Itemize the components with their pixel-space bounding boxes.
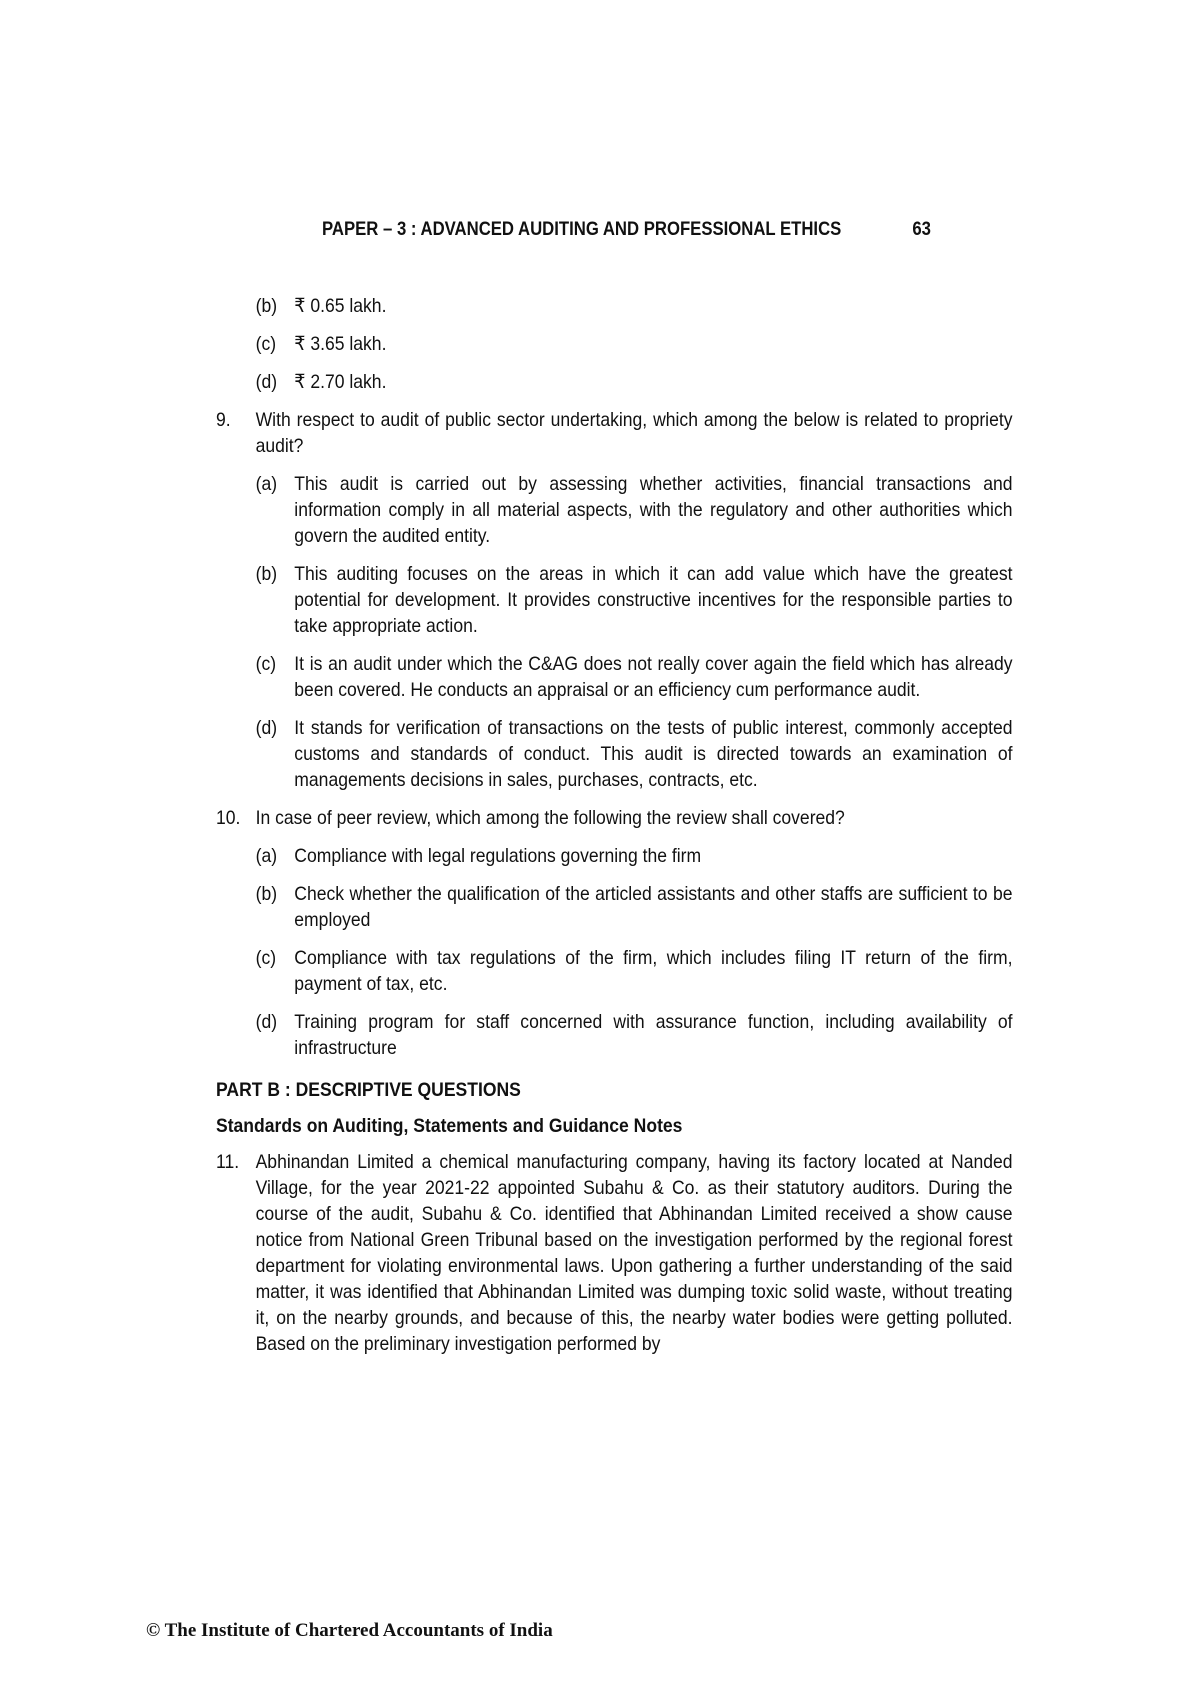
- option-text: This auditing focuses on the areas in which it can add value which have the greatest potential for development. It provides constructive incentives for the responsible parties to take appropriate action.: [294, 563, 1013, 637]
- question-text: Abhinandan Limited a chemical manufacturing company, having its factory located at Nanded Village, for the year 2021-22 appointed Subahu & Co. as their statutory auditors. During the course of the audit, Subahu & Co. identified that Abhinandan Limited received a show cause notice from National Green Tribunal based on the investigation performed by the regional forest department for violating environmental laws. Upon gathering a further understanding of the said matter, it was identified that Abhinandan Limited was dumping toxic solid waste, without treating it, on the nearby grounds, and because of this, the nearby water bodies were getting polluted. Based on the preliminary investigation performed by: [255, 1151, 1013, 1355]
- option-text: Check whether the qualification of the articled assistants and other staffs are sufficient to be employed: [294, 883, 1013, 931]
- option-label: (d): [255, 1011, 278, 1033]
- option-item: [256, 651, 1013, 703]
- page-number: 63: [912, 219, 931, 240]
- option-text: ₹ 3.65 lakh.: [294, 333, 387, 355]
- option-item: [256, 471, 1013, 549]
- option-label: (b): [255, 883, 278, 905]
- option-item: [256, 843, 1013, 869]
- question-10: [216, 805, 1013, 831]
- option-text: It is an audit under which the C&AG does not really cover again the field which has already been covered. He conducts an appraisal or an efficiency cum performance audit.: [294, 653, 1013, 701]
- option-text: ₹ 2.70 lakh.: [294, 371, 387, 393]
- section-heading: Standards on Auditing, Statements and Guidance Notes: [216, 1115, 683, 1137]
- option-item: [256, 293, 1013, 319]
- previous-question-options: [256, 293, 1013, 395]
- page-content: [216, 293, 1013, 1369]
- question-10-options: [256, 843, 1013, 1061]
- question-number: 10.: [216, 807, 241, 829]
- option-label: (c): [255, 333, 277, 355]
- option-item: [256, 369, 1013, 395]
- option-item: [256, 331, 1013, 357]
- option-label: (b): [255, 563, 278, 585]
- option-item: [256, 1009, 1013, 1061]
- option-label: (c): [255, 947, 277, 969]
- option-item: [256, 945, 1013, 997]
- option-label: (d): [255, 371, 278, 393]
- question-9-options: [256, 471, 1013, 793]
- option-item: [256, 715, 1013, 793]
- option-text: Compliance with legal regulations governing the firm: [294, 845, 702, 867]
- question-number: 11.: [216, 1151, 240, 1173]
- option-text: This audit is carried out by assessing whether activities, financial transactions and information comply in all material aspects, with the regulatory and other authorities which govern the audited entity.: [294, 473, 1013, 547]
- option-item: [256, 881, 1013, 933]
- option-label: (a): [255, 473, 278, 495]
- option-text: Compliance with tax regulations of the firm, which includes filing IT return of the firm, payment of tax, etc.: [294, 947, 1013, 995]
- question-9: [216, 407, 1013, 459]
- question-text: With respect to audit of public sector undertaking, which among the below is related to propriety audit?: [255, 409, 1013, 457]
- question-text: In case of peer review, which among the following the review shall covered?: [255, 807, 845, 829]
- copyright-footer: © The Institute of Chartered Accountants of India: [146, 1620, 553, 1641]
- option-label: (b): [255, 295, 278, 317]
- option-label: (d): [255, 717, 278, 739]
- question-number: 9.: [216, 409, 231, 431]
- option-label: (c): [255, 653, 277, 675]
- question-11: [216, 1149, 1013, 1357]
- option-item: [256, 561, 1013, 639]
- option-text: It stands for verification of transactions on the tests of public interest, commonly accepted customs and standards of conduct. This audit is directed towards an examination of managements decisions in sales, purchases, contracts, etc.: [294, 717, 1013, 791]
- option-text: ₹ 0.65 lakh.: [294, 295, 387, 317]
- option-text: Training program for staff concerned with assurance function, including availability of infrastructure: [294, 1011, 1013, 1059]
- page-header: [322, 219, 931, 241]
- part-b-heading: PART B : DESCRIPTIVE QUESTIONS: [216, 1079, 521, 1101]
- option-label: (a): [255, 845, 278, 867]
- paper-title: PAPER – 3 : ADVANCED AUDITING AND PROFESSIONAL ETHICS: [322, 219, 842, 240]
